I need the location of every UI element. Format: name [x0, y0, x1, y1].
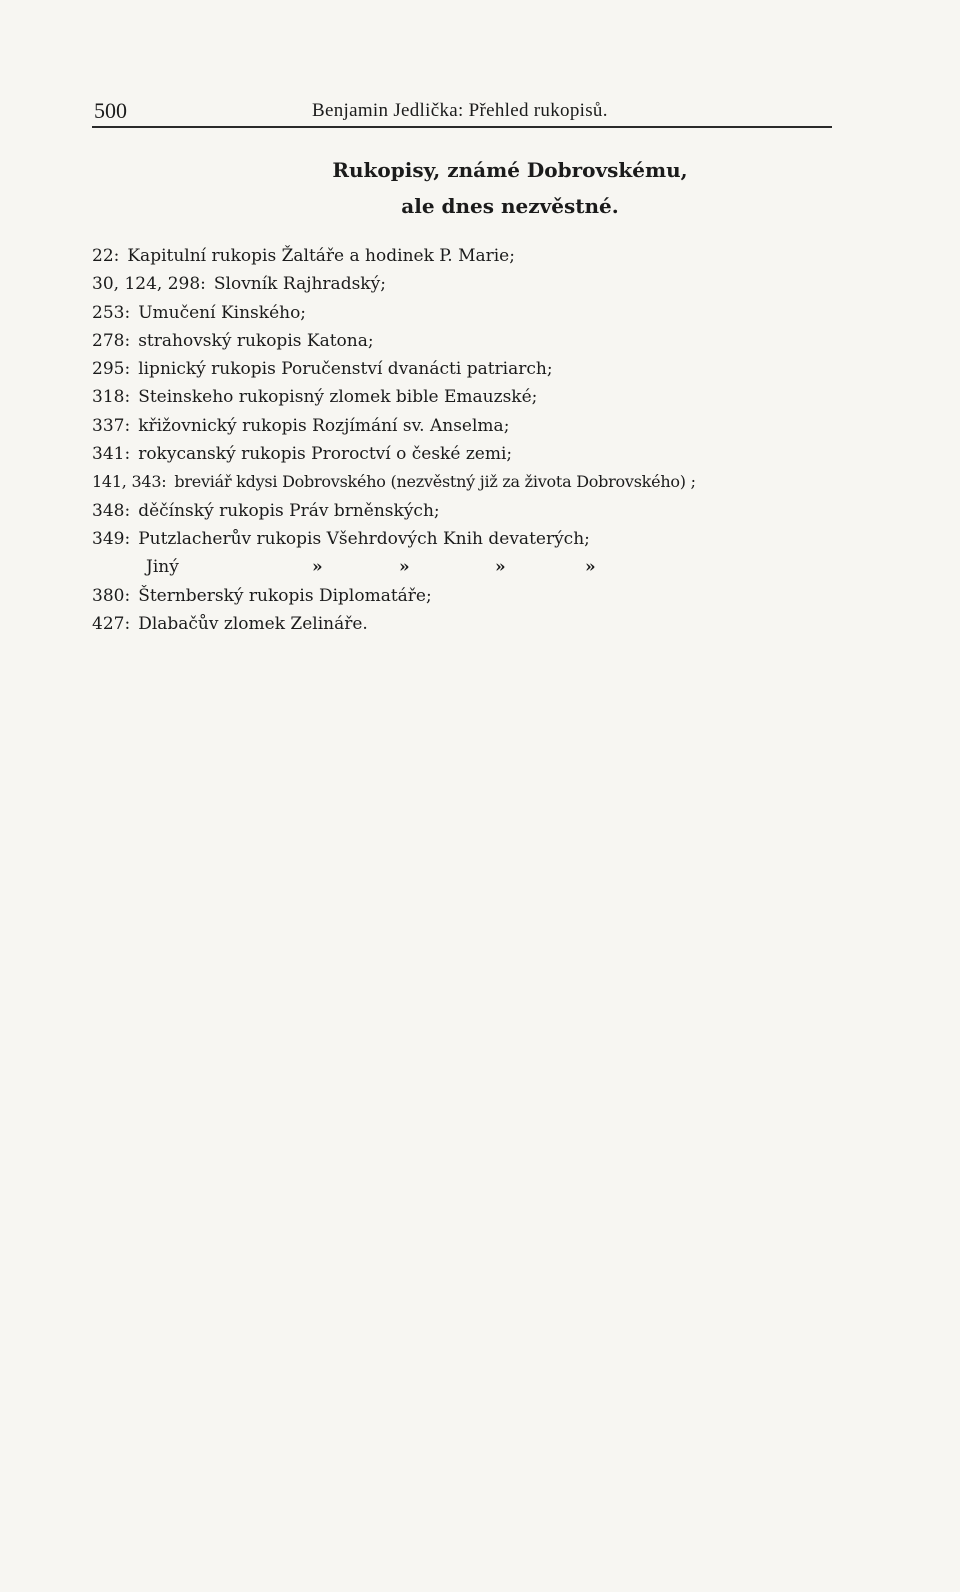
section-title-line-1: Rukopisy, známé Dobrovskému, — [332, 158, 688, 182]
entry-ref: 349: — [92, 528, 131, 549]
ditto-line — [92, 553, 932, 581]
list-item — [92, 610, 932, 638]
entry-text: křižovnický rukopis Rozjímání sv. Anselma; — [138, 415, 510, 436]
entry-ref: 253: — [92, 302, 131, 323]
entry-text: Putzlacherův rukopis Všehrdových Knih devaterých; — [138, 528, 590, 549]
entry-text: strahovský rukopis Katona; — [138, 330, 374, 351]
entry-ref: 295: — [92, 359, 131, 380]
entry-ref: 341: — [92, 444, 131, 465]
list-item — [92, 327, 932, 355]
entry-text: Slovník Rajhradský; — [213, 274, 386, 295]
list-item — [92, 242, 932, 270]
list-item — [92, 497, 932, 525]
entry-ref: 348: — [92, 500, 131, 521]
entry-text: Steinskeho rukopisný zlomek bible Emauzské; — [138, 387, 538, 408]
entry-text: Šternberský rukopis Diplomatáře; — [138, 585, 432, 606]
list-item — [92, 525, 932, 553]
entry-ref: 380: — [92, 585, 131, 606]
list-item — [92, 383, 932, 411]
running-head — [92, 96, 832, 128]
entry-ref: 141, 343: — [92, 472, 167, 492]
entry-text: lipnický rukopis Poručenství dvanácti patriarch; — [138, 359, 553, 380]
entry-text: děčínský rukopis Práv brněnských; — [138, 500, 440, 521]
ditto-mark: » — [585, 557, 596, 578]
list-item — [92, 582, 932, 610]
entry-ref: 30, 124, 298: — [92, 274, 206, 295]
entry-ref: 318: — [92, 387, 131, 408]
ditto-mark: » — [495, 557, 506, 578]
manuscript-list — [92, 242, 932, 638]
entry-text: Dlabačův zlomek Zelináře. — [138, 613, 368, 634]
list-item — [92, 440, 932, 468]
ditto-mark: » — [399, 557, 410, 578]
entry-ref: 22: — [92, 246, 120, 266]
entry-ref: 337: — [92, 415, 131, 436]
ditto-line-text: Jiný — [146, 557, 179, 578]
list-item — [92, 299, 932, 327]
page-number: 500 — [94, 98, 127, 123]
list-item — [92, 468, 932, 496]
ditto-mark: » — [312, 557, 323, 578]
list-item — [92, 270, 932, 298]
entry-ref: 278: — [92, 330, 131, 351]
section-title-line-2: ale dnes nezvěstné. — [401, 194, 619, 218]
running-title: Benjamin Jedlička: Přehled rukopisů. — [312, 100, 608, 121]
list-item — [92, 355, 932, 383]
list-item — [92, 412, 932, 440]
entry-text: Umučení Kinského; — [138, 302, 307, 323]
entry-text: breviář kdysi Dobrovského (nezvěstný již za života Dobrovského) ; — [174, 472, 696, 492]
entry-ref: 427: — [92, 613, 131, 634]
entry-text: Kapitulní rukopis Žaltáře a hodinek P. Marie; — [127, 246, 515, 266]
entry-text: rokycanský rukopis Proroctví o české zemi; — [138, 444, 513, 465]
